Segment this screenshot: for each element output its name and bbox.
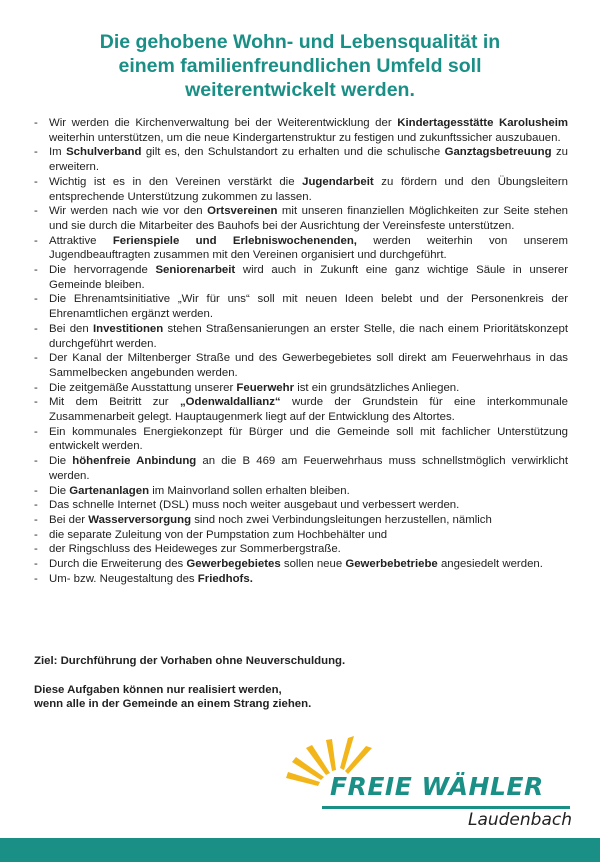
bullet-text: zu erweitern. [49,146,568,174]
bullet-text: Die zeitgemäße Ausstattung unserer [49,381,237,394]
bullet-emphasis: Friedhofs. [197,572,253,585]
bullet-dash: - [34,322,38,335]
logo-town: Laudenbach [467,810,572,830]
bullet-text: wurde der Grundstein für eine interkommunale Zusammenarbeit gelegt. Hauptaugenmerk liegt auf der Entwicklung des Altortes. [49,396,568,424]
closing-statement [34,683,568,712]
bullet-text: Wir werden die Kirchenverwaltung bei der Weiterentwicklung der [49,117,398,129]
bullet-emphasis: Gewerbebetriebe [345,558,438,571]
bullet-dash: - [34,146,38,159]
bullet-text: Im [49,146,67,159]
list-item [34,116,568,145]
list-item [34,381,568,396]
bullet-text: im Mainvorland sollen erhalten bleiben. [149,484,350,497]
bullet-text: weiterhin unterstützen, um die neue Kindergartenstruktur zu festigen und zukunftssicher auszubauen. [49,131,561,144]
bullet-dash: - [34,117,38,129]
closing-line: Diese Aufgaben können nur realisiert werden, [34,683,282,696]
bullet-text: werden weiterhin von unserem Jugendbeauftragten zusammen mit den Vereinen organisiert und durchgeführt. [49,234,568,262]
list-item [34,351,568,380]
bullet-emphasis: Schulverband [66,146,142,159]
bullet-text: Um- bzw. Neugestaltung des [49,572,198,585]
bullet-dash: - [34,455,38,468]
bullet-dash: - [34,425,38,438]
bullet-text: der Ringschluss des Heideweges zur Sommerbergstraße. [49,543,341,556]
bullet-text: Wir werden nach wie vor den [49,205,208,218]
list-item [34,484,568,499]
bullet-text: wird auch in Zukunft eine ganz wichtige Säule in unserer Gemeinde bleiben. [49,264,568,291]
bullet-text: zu fördern und den Übungsleitern entsprechende Unterstützung zukommen zu lassen. [49,175,568,203]
list-item [34,263,568,292]
bullet-dash: - [34,543,38,556]
list-item [34,425,568,454]
bullet-emphasis: höhenfreie Anbindung [72,455,197,468]
bullet-dash: - [34,205,38,218]
bullet-emphasis: Ferienspiele und Erlebniswochenenden, [112,234,357,247]
bullet-emphasis: Feuerwehr [236,381,295,394]
list-item [34,454,568,483]
bullet-dash: - [34,264,38,277]
title-line: einem familienfreundlichen Umfeld soll [118,55,482,77]
bullet-text: Wichtig ist es in den Vereinen verstärkt die [49,175,303,188]
bullet-text: gilt es, den Schulstandort zu erhalten und die schulische [141,146,445,159]
bullet-text: an die B 469 am Feuerwehrhaus muss schnellstmöglich verwirklicht werden. [49,455,568,482]
bullet-dash: - [34,513,38,526]
bullet-text: Der Kanal der Miltenberger Straße und des Gewerbegebietes soll direkt am Feuerwehrhaus in das Sammelbecken angebunden werden. [49,352,568,379]
bullet-dash: - [34,558,38,571]
bullet-emphasis: „Odenwaldallianz“ [179,396,281,409]
list-item [34,395,568,424]
bullet-text: Bei den [49,322,93,335]
list-item [34,513,568,528]
bullet-text: Die [49,455,73,468]
logo-underline [322,806,570,809]
bullet-dash: - [34,293,38,306]
bullet-emphasis: Gewerbegebietes [186,558,281,571]
bullet-emphasis: Kindertagesstätte Karolusheim [397,117,568,129]
list-item [34,234,568,263]
footer-band [0,838,600,862]
bullet-text: Durch die Erweiterung des [49,558,187,571]
bullet-emphasis: Jugendarbeit [302,175,374,188]
bullet-dash: - [34,175,38,188]
bullet-dash: - [34,352,38,365]
list-item [34,322,568,351]
page-title [20,30,580,102]
bullet-dash: - [34,499,38,512]
bullet-text: Ein kommunales Energiekonzept für Bürger und die Gemeinde soll mit fachlicher Unterstützung entwickelt werden. [49,425,568,453]
bullet-dash: - [34,396,38,409]
bullet-emphasis: Investitionen [92,322,164,335]
bullet-text: sollen neue [280,558,346,571]
bullet-emphasis: Ortsvereinen [207,205,278,218]
closing-block [34,654,568,726]
bullet-text: Die hervorragende [49,264,156,277]
bullet-text: sind noch zwei Verbindungsleitungen herzustellen, nämlich [191,513,492,526]
freie-waehler-logo [286,734,586,834]
list-item [34,204,568,233]
list-item [34,572,568,587]
bullet-text: die separate Zuleitung von der Pumpstation zum Hochbehälter und [49,528,388,541]
bullet-text: Die Ehrenamtsinitiative „Wir für uns“ soll mit neuen Ideen belebt und der Personenkreis der Ehrenamtlichen ergänzt werden. [49,293,568,321]
bullet-emphasis: Ganztagsbetreuung [444,146,552,159]
bullet-dash: - [34,234,38,247]
title-line: weiterentwickelt werden. [185,79,415,101]
bullet-text: angesiedelt werden. [437,558,543,571]
title-line: Die gehobene Wohn- und Lebensqualität in [99,31,501,53]
bullet-text: ist ein grundsätzliches Anliegen. [294,381,460,394]
bullet-text: Mit dem Beitritt zur [49,396,180,409]
list-item [34,528,568,543]
list-item [34,498,568,513]
bullet-dash: - [34,572,38,585]
bullet-dash: - [34,484,38,497]
program-list [34,116,568,587]
logo-name: FREIE WÄHLER [330,772,544,801]
bullet-dash: - [34,528,38,541]
list-item [34,175,568,204]
bullet-text: Bei der [49,513,89,526]
bullet-emphasis: Gartenanlagen [69,484,150,497]
bullet-dash: - [34,381,38,394]
goal-statement: Ziel: Durchführung der Vorhaben ohne Neuverschuldung. [34,655,346,667]
bullet-text: Attraktive [49,234,113,247]
closing-line: wenn alle in der Gemeinde an einem Strang ziehen. [34,698,312,711]
bullet-emphasis: Seniorenarbeit [155,264,236,277]
list-item [34,542,568,557]
bullet-text: Die [49,484,70,497]
list-item [34,557,568,572]
bullet-emphasis: Wasserversorgung [88,513,192,526]
bullet-text: mit unseren finanziellen Möglichkeiten zur Seite stehen und sie durch die Mitarbeiter des Bauhofs bei der Ausrichtung der Vereinsfeste unterstützen. [49,205,568,232]
bullet-text: Das schnelle Internet (DSL) muss noch weiter ausgebaut und verbessert werden. [49,499,460,512]
list-item [34,292,568,321]
list-item [34,145,568,174]
bullet-text: stehen Straßensanierungen an erster Stelle, die nach einem Prioritätskonzept durchgeführt werden. [49,322,568,350]
